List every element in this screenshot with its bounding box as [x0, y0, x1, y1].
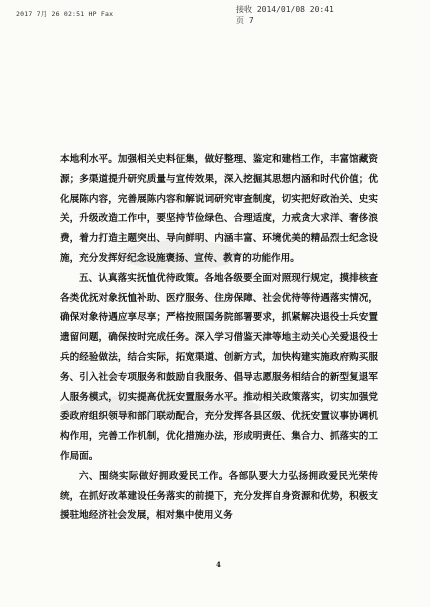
paragraph-support-government: 六、围绕实际做好拥政爱民工作。各部队要大力弘扬拥政爱民光荣传统，在抓好改革建设任务落实的前提下，充分发挥自身资源和优势，积极支援驻地经济社会发展，相对集中使用义务 [60, 470, 378, 522]
fax-header: 2017 7月 26 02:51 HP Fax [16, 10, 114, 18]
paragraph-continued: 本地利水平。加强相关史料征集，做好整理、鉴定和建档工作，丰富馆藏资源；多渠道提升研究质量与宣传效果，深入挖掘其思想内涵和时代价值；优化展陈内容，完善展陈内容和解说词研究审查制度，切实把好政治关、史实关，升级改造工作中，要坚持节俭绿色、合理适度，力戒贪大求洋、奢侈浪费，着力打造主题突出、导向鲜明、内涵丰富、环境优美的精品烈士纪念设施，充分发挥好纪念设施褒扬、宣传、教育的功能作用。 [60, 154, 378, 264]
document-body [60, 150, 378, 526]
page-number: 4 [216, 560, 221, 569]
paragraph-pension-policy: 五、认真落实抚恤优待政策。各地各级要全面对照现行规定，摸排核查各类优抚对象抚恤补助、医疗服务、住房保障、社会优待等待遇落实情况，确保对象待遇应享尽享；严格按照国务院部署要求，抓紧解决退役士兵安置遗留问题，确保按时完成任务。深入学习借鉴天津等地主动关心关爱退役士兵的经验做法，结合实际，拓宽渠道、创新方式，加快构建实施政府购买服务、引入社会专项服务和鼓励自我服务、倡导志愿服务相结合的新型复退军人服务模式，切实提高优抚安置服务水平。推动相关政策落实，切实加强党委政府组织领导和部门联动配合，充分发挥各县区级、优抚安置议事协调机构作用，完善工作机制，优化措施办法，形成明责任、集合力、抓落实的工作局面。 [60, 272, 378, 462]
receive-stamp [236, 4, 334, 26]
receive-time: 接收 2014/01/08 20:41 [236, 5, 334, 14]
receive-page: 页 7 [236, 16, 254, 25]
